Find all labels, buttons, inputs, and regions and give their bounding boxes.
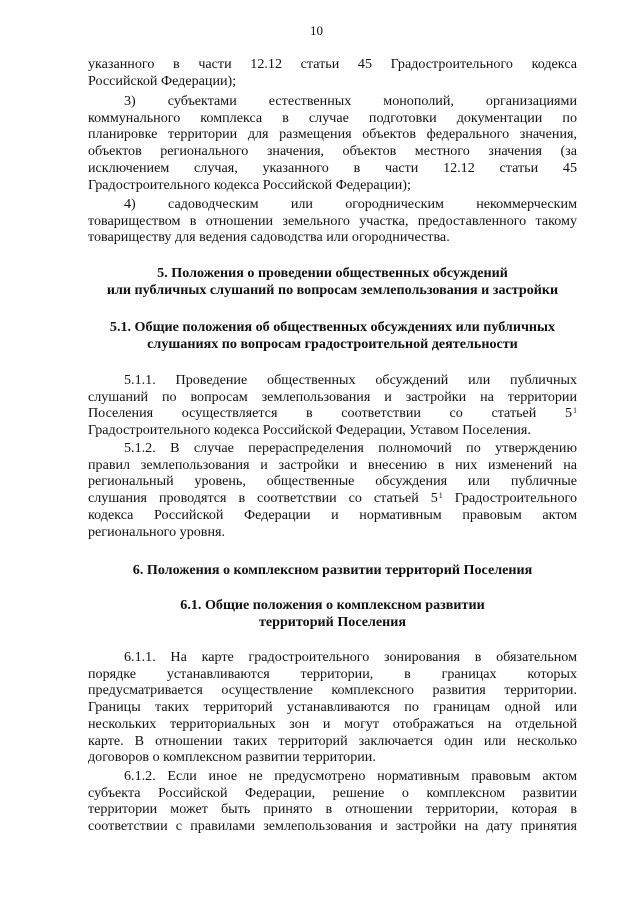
text-line: карте. В отношении таких территорий заключается один или несколько — [88, 732, 577, 749]
text-line: кодекса Российской Федерации и нормативным правовым актом — [88, 506, 577, 523]
text-line — [88, 490, 577, 507]
list-continuation — [88, 56, 577, 89]
heading-line: 6.1. Общие положения о комплексном развитии — [180, 597, 485, 613]
superscript: 1 — [573, 406, 577, 416]
text-line: 6.1.1. На карте градостроительного зонирования в обязательном — [124, 649, 577, 665]
text-line: указанного в части 12.12 статьи 45 Градостроительного кодекса — [88, 56, 577, 72]
superscript: 1 — [438, 491, 443, 501]
text-line: регионального уровня. — [88, 523, 225, 540]
paragraph-5-1-1 — [88, 372, 577, 439]
heading-line: или публичных слушаний по вопросам землепользования и застройки — [106, 281, 559, 298]
section-5-1-heading — [88, 319, 577, 352]
text-line — [88, 405, 577, 422]
text-line: правил землепользования и застройки и внесению в них изменений на — [88, 456, 577, 473]
text-line: региональный уровень, общественные обсуждения или публичные — [88, 473, 577, 490]
text-line: коммунального комплекса в случае подготовки документации по — [88, 109, 577, 126]
heading-line: 5.1. Общие положения об общественных обсуждениях или публичных — [109, 319, 556, 335]
section-5-heading — [88, 265, 577, 298]
text-line: слушаний по вопросам землепользования и застройки на территории — [88, 388, 577, 405]
heading-line: территорий Поселения — [258, 613, 407, 630]
text-line: 3) субъектами естественных монополий, организациями — [124, 93, 577, 109]
text-line: Градостроительного кодекса Российской Федерации, Уставом Поселения. — [88, 422, 531, 439]
text-line: планировке территории для размещения объектов федерального значения, — [88, 126, 577, 143]
text-line: товариществу для ведения садоводства или огородничества. — [88, 229, 450, 246]
text-line: соответствии с правилами землепользования и застройки на дату принятия — [88, 818, 577, 835]
text-line: Градостроительного кодекса Российской Федерации); — [88, 176, 411, 193]
heading-line: 5. Положения о проведении общественных обсуждений — [157, 265, 508, 281]
text-fragment: Градостроительного — [442, 490, 577, 507]
heading-line: 6. Положения о комплексном развитии территорий Поселения — [132, 562, 533, 578]
text-line: Российской Федерации); — [88, 72, 237, 89]
text-line: предусматривается осуществление комплексного развития территории. — [88, 682, 577, 699]
text-line: нескольких территориальных зон и могут отображаться на отдельной — [88, 715, 577, 732]
text-fragment: слушания проводятся в соответствии со статьей 5 — [88, 490, 438, 507]
list-item-4 — [88, 196, 577, 246]
text-line: субъекта Российской Федерации, решение о комплексном развитии — [88, 784, 577, 801]
paragraph-6-1-2 — [88, 768, 577, 835]
page-number: 10 — [310, 23, 323, 38]
section-6-1-heading — [88, 597, 577, 630]
text-line: 6.1.2. Если иное не предусмотрено нормативным правовым актом — [124, 768, 577, 784]
text-line: порядке устанавливаются территории, в границах которых — [88, 665, 577, 682]
heading-line: слушаниях по вопросам градостроительной деятельности — [147, 335, 518, 352]
text-line: 5.1.1. Проведение общественных обсуждений или публичных — [124, 372, 577, 388]
text-line: территории может быть принято в отношении территории, которая в — [88, 801, 577, 818]
section-6-heading — [88, 562, 577, 579]
text-line: 4) садоводческим или огородническим некоммерческим — [124, 196, 577, 212]
text-line: Границы таких территорий устанавливаются по границам одной или — [88, 699, 577, 716]
list-item-3 — [88, 93, 577, 193]
text-line: 5.1.2. В случае перераспределения полномочий по утверждению — [124, 440, 577, 456]
text-line: объектов регионального значения, объектов местного значения (за — [88, 143, 577, 160]
paragraph-5-1-2 — [88, 440, 577, 540]
paragraph-6-1-1 — [88, 649, 577, 766]
text-fragment: Поселения осуществляется в соответствии со статьей 5 — [88, 405, 572, 422]
text-line: товариществом в отношении земельного участка, предоставленного такому — [88, 212, 577, 229]
text-line: договоров о комплексном развитии территории. — [88, 749, 376, 766]
text-line: исключением случая, указанного в части 12.12 статьи 45 — [88, 159, 577, 176]
